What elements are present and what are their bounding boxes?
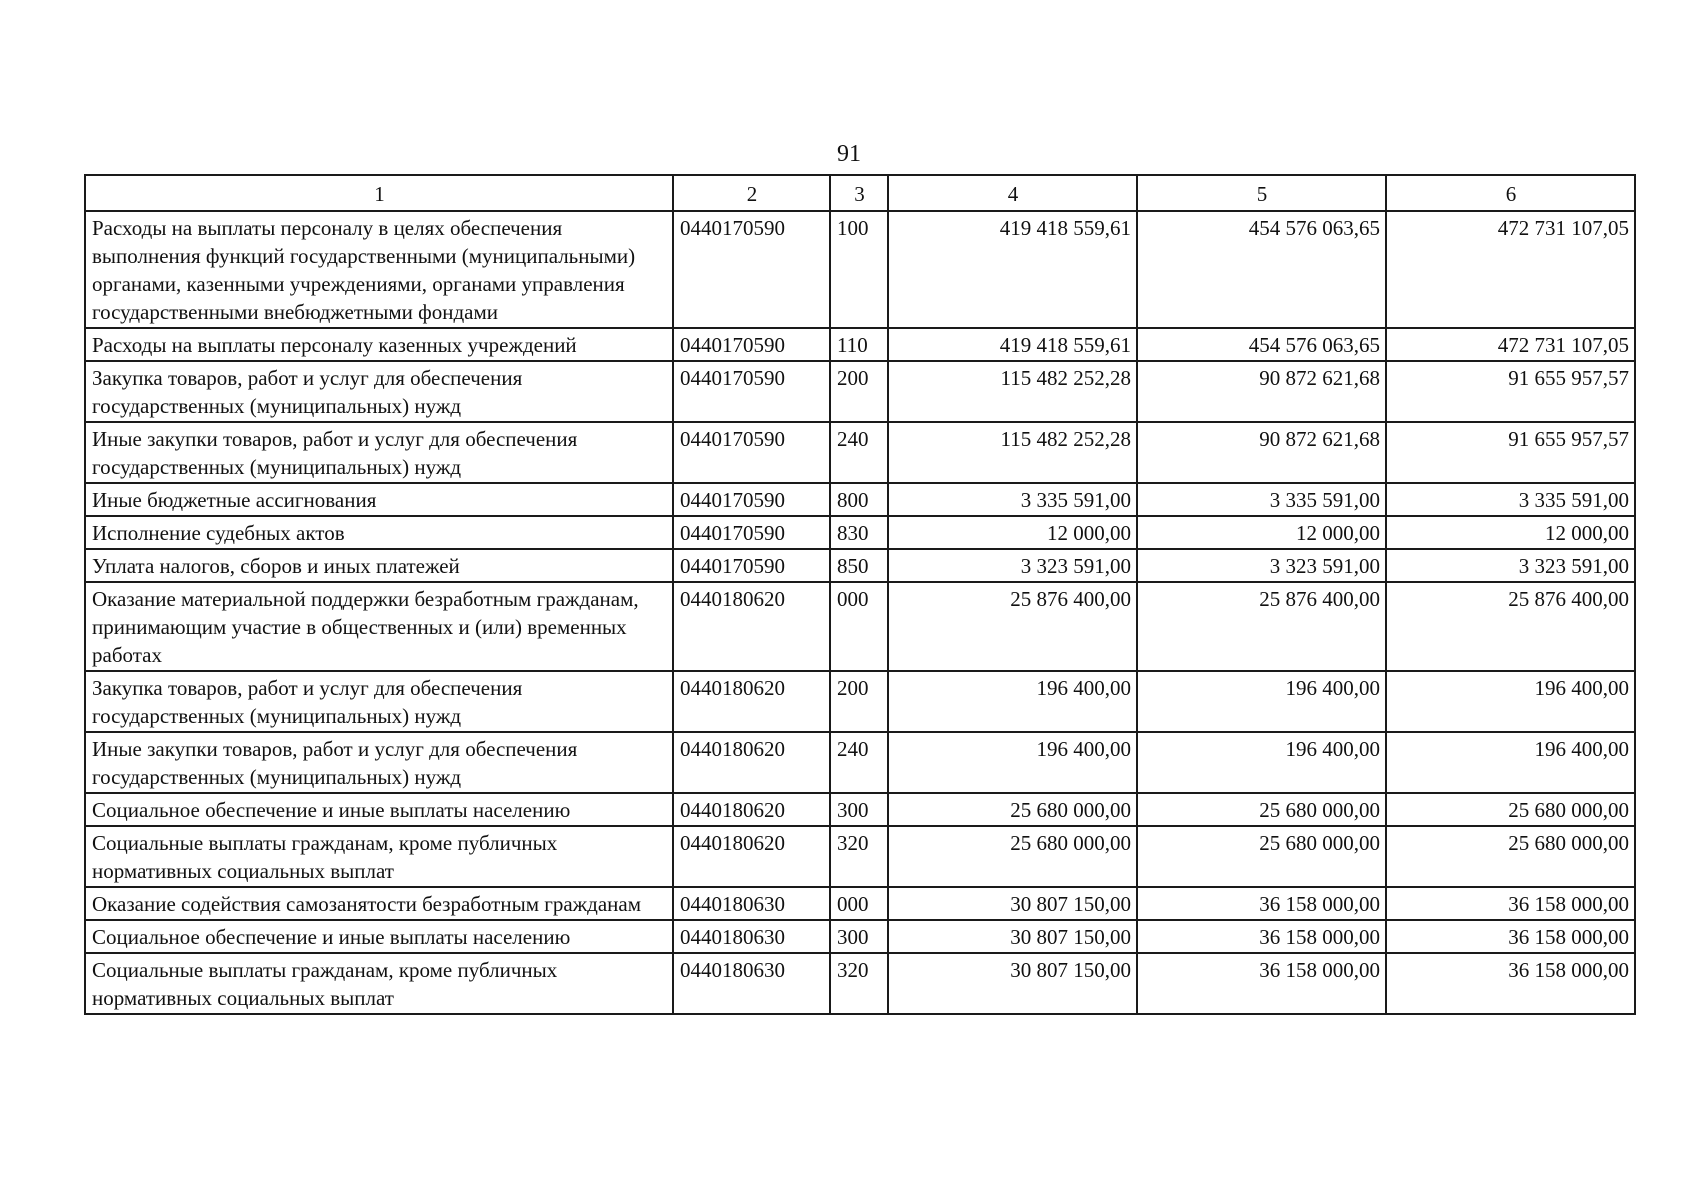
table-row bbox=[85, 422, 1635, 483]
expense-name-cell: Закупка товаров, работ и услуг для обеспечения государственных (муниципальных) нужд bbox=[85, 361, 673, 422]
amount-col6-cell: 91 655 957,57 bbox=[1386, 361, 1635, 422]
amount-col5-cell: 36 158 000,00 bbox=[1137, 887, 1386, 920]
table-row bbox=[85, 582, 1635, 671]
expense-name-cell: Социальное обеспечение и иные выплаты населению bbox=[85, 793, 673, 826]
target-code-cell: 0440170590 bbox=[673, 516, 830, 549]
target-code-cell: 0440170590 bbox=[673, 483, 830, 516]
expense-type-cell: 320 bbox=[830, 953, 888, 1014]
table-row bbox=[85, 516, 1635, 549]
table-row bbox=[85, 328, 1635, 361]
amount-col4-cell: 25 680 000,00 bbox=[888, 793, 1137, 826]
target-code-cell: 0440180620 bbox=[673, 793, 830, 826]
amount-col5-cell: 90 872 621,68 bbox=[1137, 361, 1386, 422]
amount-col5-cell: 454 576 063,65 bbox=[1137, 211, 1386, 328]
table-row bbox=[85, 920, 1635, 953]
amount-col6-cell: 196 400,00 bbox=[1386, 732, 1635, 793]
table-row bbox=[85, 887, 1635, 920]
page-number: 91 bbox=[837, 141, 861, 167]
amount-col6-cell: 36 158 000,00 bbox=[1386, 953, 1635, 1014]
amount-col5-cell: 3 323 591,00 bbox=[1137, 549, 1386, 582]
table-row bbox=[85, 211, 1635, 328]
amount-col6-cell: 25 680 000,00 bbox=[1386, 793, 1635, 826]
amount-col4-cell: 419 418 559,61 bbox=[888, 211, 1137, 328]
amount-col5-cell: 36 158 000,00 bbox=[1137, 920, 1386, 953]
expense-type-cell: 200 bbox=[830, 671, 888, 732]
target-code-cell: 0440170590 bbox=[673, 361, 830, 422]
expense-name-cell: Закупка товаров, работ и услуг для обеспечения государственных (муниципальных) нужд bbox=[85, 671, 673, 732]
amount-col4-cell: 12 000,00 bbox=[888, 516, 1137, 549]
amount-col4-cell: 115 482 252,28 bbox=[888, 422, 1137, 483]
target-code-cell: 0440180620 bbox=[673, 732, 830, 793]
expense-type-cell: 100 bbox=[830, 211, 888, 328]
table-row bbox=[85, 953, 1635, 1014]
column-header: 6 bbox=[1386, 175, 1635, 211]
amount-col5-cell: 25 680 000,00 bbox=[1137, 793, 1386, 826]
amount-col6-cell: 3 323 591,00 bbox=[1386, 549, 1635, 582]
amount-col6-cell: 3 335 591,00 bbox=[1386, 483, 1635, 516]
amount-col5-cell: 25 876 400,00 bbox=[1137, 582, 1386, 671]
column-header: 4 bbox=[888, 175, 1137, 211]
amount-col6-cell: 91 655 957,57 bbox=[1386, 422, 1635, 483]
expense-type-cell: 320 bbox=[830, 826, 888, 887]
expense-name-cell: Социальные выплаты гражданам, кроме публичных нормативных социальных выплат bbox=[85, 826, 673, 887]
expense-type-cell: 240 bbox=[830, 732, 888, 793]
expense-name-cell: Социальные выплаты гражданам, кроме публичных нормативных социальных выплат bbox=[85, 953, 673, 1014]
amount-col5-cell: 12 000,00 bbox=[1137, 516, 1386, 549]
target-code-cell: 0440180630 bbox=[673, 887, 830, 920]
amount-col4-cell: 115 482 252,28 bbox=[888, 361, 1137, 422]
amount-col4-cell: 196 400,00 bbox=[888, 732, 1137, 793]
table-row bbox=[85, 549, 1635, 582]
column-header: 1 bbox=[85, 175, 673, 211]
table-row bbox=[85, 671, 1635, 732]
budget-table bbox=[84, 174, 1636, 1015]
amount-col4-cell: 25 680 000,00 bbox=[888, 826, 1137, 887]
target-code-cell: 0440170590 bbox=[673, 211, 830, 328]
amount-col5-cell: 454 576 063,65 bbox=[1137, 328, 1386, 361]
target-code-cell: 0440170590 bbox=[673, 422, 830, 483]
expense-name-cell: Уплата налогов, сборов и иных платежей bbox=[85, 549, 673, 582]
expense-type-cell: 110 bbox=[830, 328, 888, 361]
column-header: 5 bbox=[1137, 175, 1386, 211]
target-code-cell: 0440170590 bbox=[673, 328, 830, 361]
amount-col4-cell: 30 807 150,00 bbox=[888, 920, 1137, 953]
target-code-cell: 0440180630 bbox=[673, 953, 830, 1014]
amount-col4-cell: 3 335 591,00 bbox=[888, 483, 1137, 516]
amount-col6-cell: 25 876 400,00 bbox=[1386, 582, 1635, 671]
expense-type-cell: 240 bbox=[830, 422, 888, 483]
target-code-cell: 0440180620 bbox=[673, 582, 830, 671]
amount-col6-cell: 36 158 000,00 bbox=[1386, 920, 1635, 953]
amount-col6-cell: 36 158 000,00 bbox=[1386, 887, 1635, 920]
table-row bbox=[85, 826, 1635, 887]
expense-type-cell: 000 bbox=[830, 582, 888, 671]
expense-type-cell: 850 bbox=[830, 549, 888, 582]
amount-col4-cell: 30 807 150,00 bbox=[888, 887, 1137, 920]
amount-col6-cell: 196 400,00 bbox=[1386, 671, 1635, 732]
amount-col5-cell: 3 335 591,00 bbox=[1137, 483, 1386, 516]
amount-col5-cell: 196 400,00 bbox=[1137, 732, 1386, 793]
amount-col4-cell: 196 400,00 bbox=[888, 671, 1137, 732]
target-code-cell: 0440170590 bbox=[673, 549, 830, 582]
target-code-cell: 0440180620 bbox=[673, 671, 830, 732]
amount-col4-cell: 3 323 591,00 bbox=[888, 549, 1137, 582]
table-row bbox=[85, 793, 1635, 826]
amount-col6-cell: 25 680 000,00 bbox=[1386, 826, 1635, 887]
amount-col6-cell: 12 000,00 bbox=[1386, 516, 1635, 549]
amount-col6-cell: 472 731 107,05 bbox=[1386, 328, 1635, 361]
table-row bbox=[85, 732, 1635, 793]
expense-name-cell: Иные закупки товаров, работ и услуг для обеспечения государственных (муниципальных) нужд bbox=[85, 422, 673, 483]
expense-name-cell: Иные закупки товаров, работ и услуг для обеспечения государственных (муниципальных) нужд bbox=[85, 732, 673, 793]
amount-col5-cell: 25 680 000,00 bbox=[1137, 826, 1386, 887]
expense-name-cell: Иные бюджетные ассигнования bbox=[85, 483, 673, 516]
expense-name-cell: Расходы на выплаты персоналу казенных учреждений bbox=[85, 328, 673, 361]
amount-col6-cell: 472 731 107,05 bbox=[1386, 211, 1635, 328]
amount-col5-cell: 196 400,00 bbox=[1137, 671, 1386, 732]
expense-name-cell: Расходы на выплаты персоналу в целях обеспечения выполнения функций государственными (муниципальными) органами, казенными учреждениями, органами управления государственными внебюджетными фондами bbox=[85, 211, 673, 328]
table-body bbox=[85, 211, 1635, 1014]
amount-col4-cell: 25 876 400,00 bbox=[888, 582, 1137, 671]
amount-col4-cell: 30 807 150,00 bbox=[888, 953, 1137, 1014]
amount-col4-cell: 419 418 559,61 bbox=[888, 328, 1137, 361]
table-row bbox=[85, 483, 1635, 516]
header-row bbox=[85, 175, 1635, 211]
amount-col5-cell: 90 872 621,68 bbox=[1137, 422, 1386, 483]
table-row bbox=[85, 361, 1635, 422]
expense-type-cell: 800 bbox=[830, 483, 888, 516]
expense-type-cell: 200 bbox=[830, 361, 888, 422]
expense-type-cell: 830 bbox=[830, 516, 888, 549]
column-header: 3 bbox=[830, 175, 888, 211]
expense-name-cell: Социальное обеспечение и иные выплаты населению bbox=[85, 920, 673, 953]
target-code-cell: 0440180630 bbox=[673, 920, 830, 953]
expense-type-cell: 300 bbox=[830, 793, 888, 826]
expense-type-cell: 000 bbox=[830, 887, 888, 920]
expense-type-cell: 300 bbox=[830, 920, 888, 953]
column-header: 2 bbox=[673, 175, 830, 211]
expense-name-cell: Оказание материальной поддержки безработным гражданам, принимающим участие в общественных и (или) временных работах bbox=[85, 582, 673, 671]
target-code-cell: 0440180620 bbox=[673, 826, 830, 887]
expense-name-cell: Исполнение судебных актов bbox=[85, 516, 673, 549]
expense-name-cell: Оказание содействия самозанятости безработным гражданам bbox=[85, 887, 673, 920]
amount-col5-cell: 36 158 000,00 bbox=[1137, 953, 1386, 1014]
